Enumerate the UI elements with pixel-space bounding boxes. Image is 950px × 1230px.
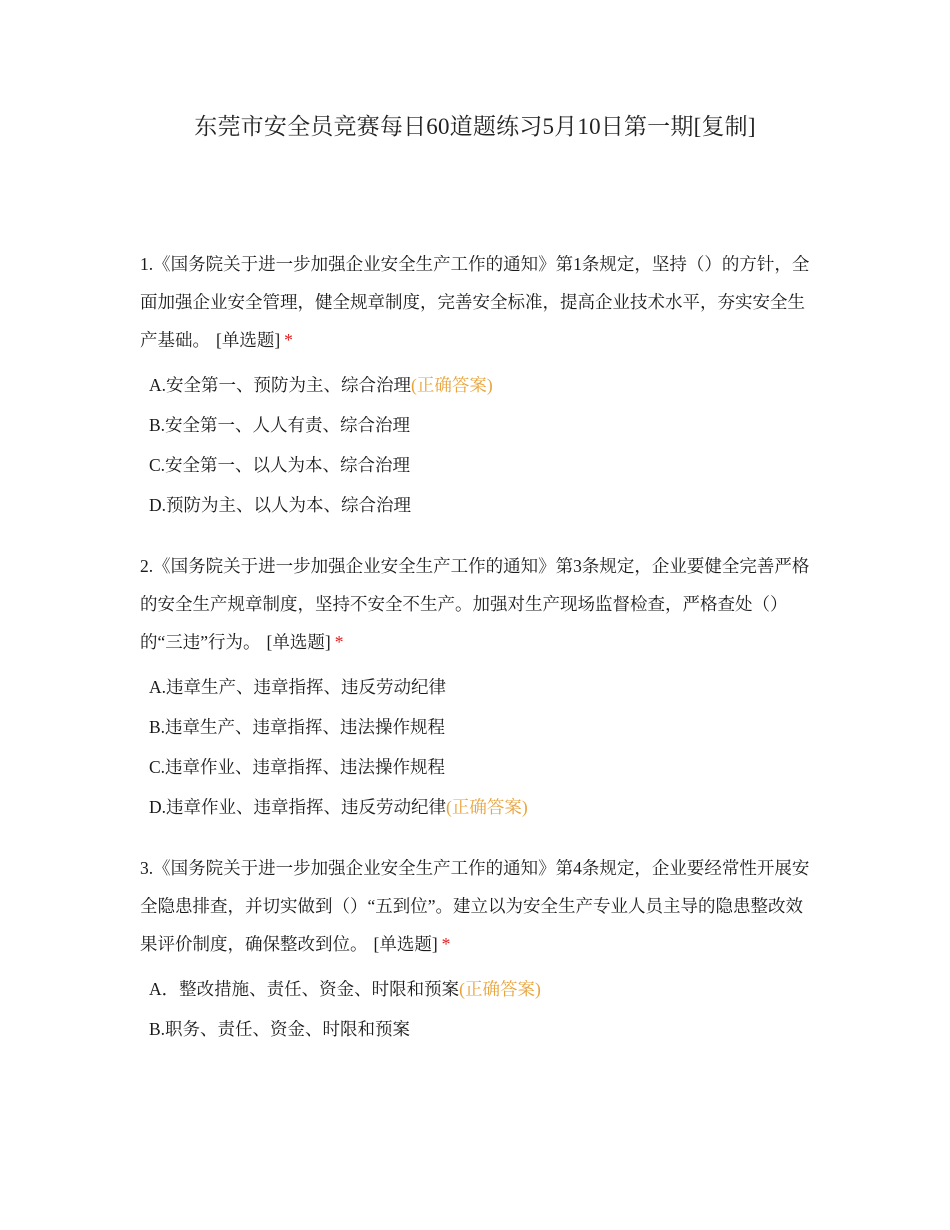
option-d — [149, 787, 820, 827]
option-a — [149, 667, 820, 707]
question-text: 1.《国务院关于进一步加强企业安全生产工作的通知》第1条规定，坚持（）的方针，全面加强企业安全管理，健全规章制度，完善安全标准，提高企业技术水平，夯实安全生产基础。 — [140, 254, 810, 350]
option-text: C.安全第一、以人为本、综合治理 — [149, 455, 411, 475]
question-text: 3.《国务院关于进一步加强企业安全生产工作的通知》第4条规定，企业要经常性开展安全隐患排查，并切实做到（）“五到位”。建立以为安全生产专业人员主导的隐患整改效果评价制度，确保整改到位。 — [140, 858, 810, 954]
question-3 — [140, 849, 820, 1049]
option-c — [149, 747, 820, 787]
question-list — [140, 245, 820, 1071]
required-marker: * — [441, 934, 451, 954]
question-type-label: [单选题] — [373, 934, 438, 954]
option-text: A.安全第一、预防为主、综合治理 — [149, 375, 412, 395]
question-type-label: [单选题] — [266, 632, 331, 652]
option-text: B.违章生产、违章指挥、违法操作规程 — [149, 717, 446, 737]
option-text: B.安全第一、人人有责、综合治理 — [149, 415, 411, 435]
option-text: C.违章作业、违章指挥、违法操作规程 — [149, 757, 446, 777]
document-title: 东莞市安全员竞赛每日60道题练习5月10日第一期[复制] — [194, 114, 756, 139]
correct-answer-mark: (正确答案) — [411, 375, 493, 395]
option-list — [140, 667, 820, 827]
option-b — [149, 405, 820, 445]
question-stem — [140, 547, 820, 661]
question-stem — [140, 245, 820, 359]
option-d — [149, 485, 820, 525]
question-text: 2.《国务院关于进一步加强企业安全生产工作的通知》第3条规定，企业要健全完善严格的安全生产规章制度，坚持不安全不生产。加强对生产现场监督检查，严格查处（）的“三违”行为。 — [140, 556, 810, 652]
option-c — [149, 445, 820, 485]
question-type-label: [单选题] — [216, 330, 281, 350]
option-text: B.职务、责任、资金、时限和预案 — [149, 1019, 411, 1039]
question-1 — [140, 245, 820, 525]
option-text: D.预防为主、以人为本、综合治理 — [149, 495, 412, 515]
correct-answer-mark: (正确答案) — [459, 979, 541, 999]
option-text: A.违章生产、违章指挥、违反劳动纪律 — [149, 677, 447, 697]
option-b — [149, 707, 820, 747]
option-a — [149, 969, 820, 1009]
question-stem — [140, 849, 820, 963]
required-marker: * — [334, 632, 344, 652]
required-marker: * — [284, 330, 293, 350]
question-2 — [140, 547, 820, 827]
option-list — [140, 969, 820, 1049]
option-text: A．整改措施、责任、资金、时限和预案 — [149, 979, 460, 999]
option-list — [140, 365, 820, 525]
option-b — [149, 1009, 820, 1049]
option-text: D.违章作业、违章指挥、违反劳动纪律 — [149, 797, 447, 817]
option-a — [149, 365, 820, 405]
correct-answer-mark: (正确答案) — [446, 797, 528, 817]
